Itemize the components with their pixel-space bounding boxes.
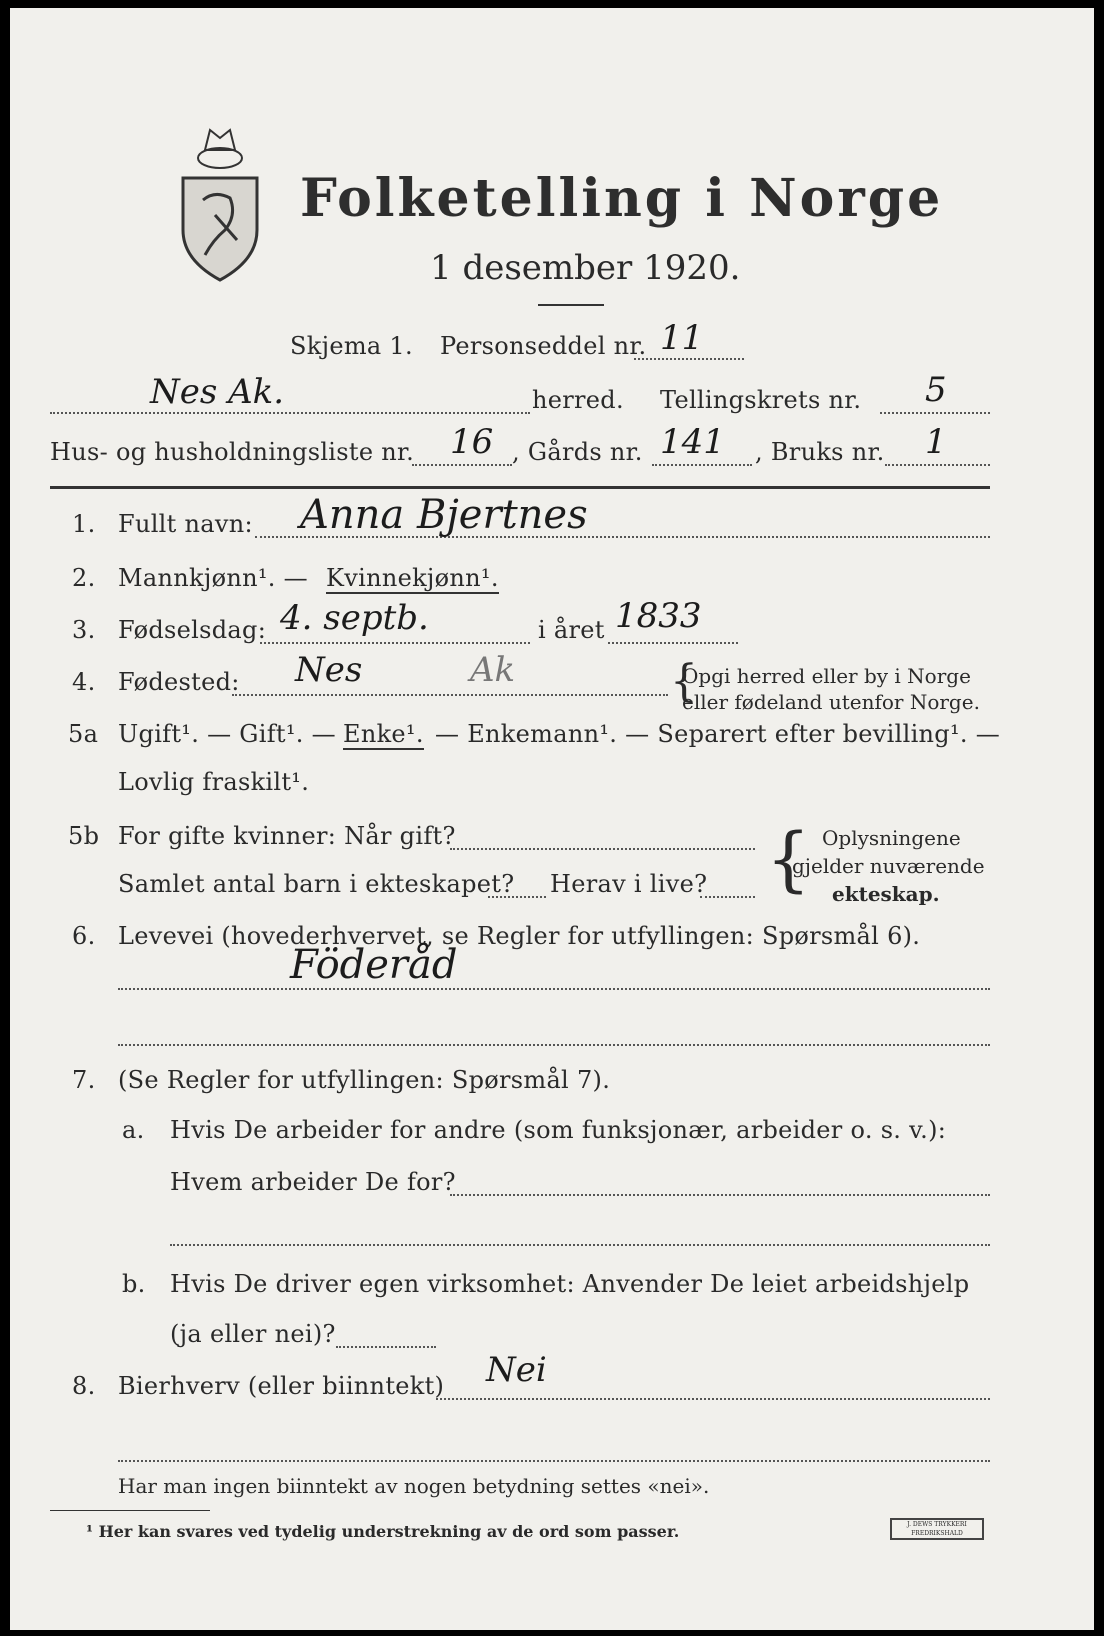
q7b-label: Hvis De driver egen virksomhet: Anvender De leiet arbeidshjelp [170,1270,970,1298]
q6-number: 6. [72,922,96,950]
q4-note-2: eller fødeland utenfor Norge. [682,690,980,714]
q3-label: Fødselsdag: [118,616,267,644]
q5a-options-3: Lovlig fraskilt¹. [118,768,310,796]
q5b-note-1: Oplysningene [822,826,961,850]
personseddel-value: 11 [660,318,704,358]
q8-number: 8. [72,1372,96,1400]
q3-line [260,642,530,644]
q7a-line-1 [450,1194,990,1196]
tellingskrets-line [880,412,990,414]
q1-number: 1. [72,510,96,538]
bruks-label: , Bruks nr. [755,438,885,466]
q3-value: 4. septb. [280,598,429,638]
q7b-number: b. [122,1270,146,1298]
form-date: 1 desember 1920. [430,248,741,288]
personseddel-line [634,358,744,360]
q5a-options-2: — Enkemann¹. — Separert efter bevilling¹. — [435,720,1001,748]
q5b-note-3: ekteskap. [832,882,940,906]
q7b-label-2: (ja eller nei)? [170,1320,336,1348]
q8-label: Bierhverv (eller biinntekt) [118,1372,445,1400]
q6-line-2 [118,1044,990,1046]
q5b-line-2 [488,896,546,898]
census-form [10,8,1094,1630]
q3-year-line [608,642,738,644]
q3-aret: i året [538,616,605,644]
q7-number: 7. [72,1066,96,1094]
q7a-line-2 [170,1244,990,1246]
coat-of-arms-icon [175,120,265,290]
nei-note: Har man ingen biinntekt av nogen betydning settes «nei». [118,1474,710,1498]
q5b-label-1: For gifte kvinner: Når gift? [118,822,456,850]
tellingskrets-value: 5 [925,370,947,410]
gards-value: 141 [660,422,725,462]
header-divider [50,486,990,489]
q6-label: Levevei (hovederhvervet, se Regler for utfyllingen: Spørsmål 6). [118,922,921,950]
hus-value: 16 [450,422,494,462]
q4-line [232,694,668,696]
q5b-note-2: gjelder nuværende [792,854,985,878]
q5b-line-1 [450,848,755,850]
q7a-number: a. [122,1116,145,1144]
q6-line-1 [118,988,990,990]
gards-line [652,464,752,466]
q7a-label-2: Hvem arbeider De for? [170,1168,456,1196]
bruks-value: 1 [925,422,947,462]
q5a-enke: Enke¹. [343,720,424,748]
herred-label: herred. [532,386,624,414]
q2-number: 2. [72,564,96,592]
q2-kvinne: Kvinnekjønn¹. [326,564,499,592]
q3-number: 3. [72,616,96,644]
herred-value: Nes Ak. [150,372,285,412]
q4-value-2: Ak [470,650,516,690]
q7a-label: Hvis De arbeider for andre (som funksjonær, arbeider o. s. v.): [170,1116,947,1144]
tellingskrets-label: Tellingskrets nr. [660,386,862,414]
q8-line [436,1398,990,1400]
q4-number: 4. [72,668,96,696]
q5b-number: 5b [68,822,100,850]
q5b-brace: { [766,818,811,900]
printer-stamp: J. DEWS TRYKKERI FREDRIKSHALD [890,1518,984,1540]
herred-line [50,412,530,414]
q7b-line [336,1346,436,1348]
q4-label: Fødested: [118,668,240,696]
q4-brace: { [670,656,698,707]
q2-mann: Mannkjønn¹. — [118,564,308,592]
q5b-label-2: Samlet antal barn i ekteskapet? [118,870,515,898]
hus-label: Hus- og husholdningsliste nr. [50,438,415,466]
footnote: ¹ Her kan svares ved tydelig understrekning av de ord som passer. [86,1522,680,1541]
bruks-line [885,464,990,466]
q5b-label-3: Herav i live? [550,870,708,898]
q5b-line-3 [700,896,755,898]
form-title: Folketelling i Norge [300,168,944,229]
footnote-divider [50,1510,210,1511]
q1-value: Anna Bjertnes [300,492,588,538]
q6-value: Föderåd [290,942,458,988]
q4-value: Nes [295,650,363,690]
q5a-number: 5a [68,720,99,748]
q1-label: Fullt navn: [118,510,253,538]
q4-note-1: Opgi herred eller by i Norge [682,664,971,688]
q5a-options-1: Ugift¹. — Gift¹. — [118,720,336,748]
skjema-label: Skjema 1. [290,332,413,360]
q8-line-2 [118,1460,990,1462]
personseddel-label: Personseddel nr. [440,332,647,360]
q7-label: (Se Regler for utfyllingen: Spørsmål 7). [118,1066,611,1094]
hus-line [412,464,512,466]
q8-value: Nei [486,1350,547,1390]
gards-label: , Gårds nr. [512,438,643,466]
title-divider [538,304,604,306]
q3-year: 1833 [615,596,702,636]
